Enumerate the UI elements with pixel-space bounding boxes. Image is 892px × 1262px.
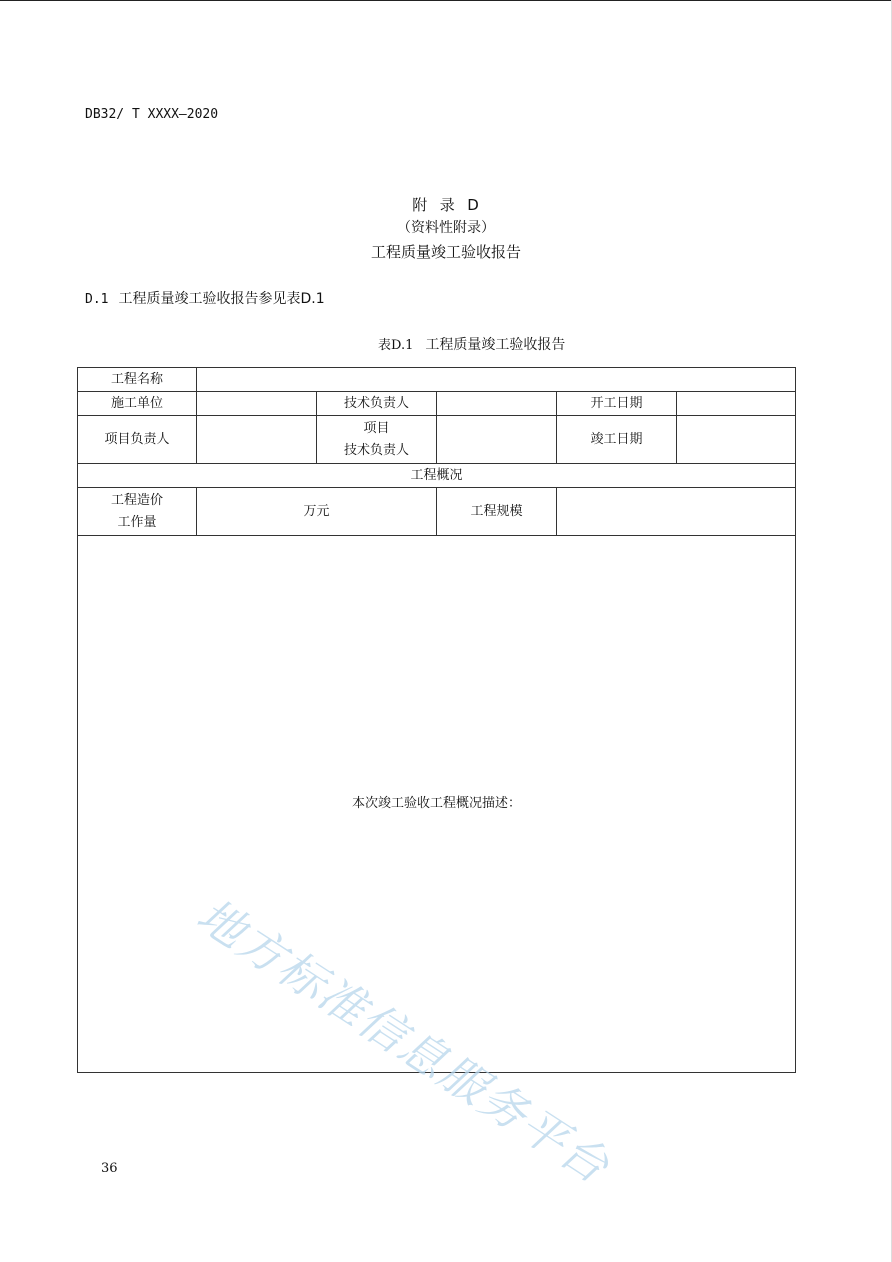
project-tech-lead-label-line1: 项目 (363, 420, 390, 436)
description-label: 本次竣工验收工程概况描述： (352, 796, 522, 811)
scale-field[interactable] (557, 488, 796, 536)
start-date-label: 开工日期 (557, 392, 677, 416)
clause-text: 工程质量竣工验收报告参见表D.1 (118, 291, 325, 307)
form-row-construction-unit (78, 392, 796, 416)
appendix-name: 工程质量竣工验收报告 (370, 243, 521, 261)
form-row-cost (78, 488, 796, 536)
construction-unit-field[interactable] (197, 392, 317, 416)
project-tech-lead-label (317, 416, 437, 464)
description-field[interactable] (78, 536, 796, 1073)
appendix-title: 附 录 D (412, 196, 480, 214)
document-code: DB32/ T XXXX—2020 (85, 107, 219, 122)
watermark: 地方标准信息服务平台 (187, 887, 620, 1195)
form-row-project-name (78, 368, 796, 392)
overview-section-label: 工程概况 (78, 464, 796, 488)
scale-label: 工程规模 (437, 488, 557, 536)
table-caption (378, 334, 565, 354)
page-number: 36 (101, 1161, 118, 1176)
completion-date-field[interactable] (677, 416, 796, 464)
workload-label: 工作量 (117, 514, 157, 530)
completion-report-form (77, 367, 796, 1073)
construction-unit-label: 施工单位 (78, 392, 197, 416)
project-name-label: 工程名称 (78, 368, 197, 392)
start-date-field[interactable] (677, 392, 796, 416)
project-name-field[interactable] (197, 368, 796, 392)
project-manager-field[interactable] (197, 416, 317, 464)
cost-unit: 万元 (303, 503, 330, 519)
cost-field[interactable] (197, 488, 437, 536)
form-row-description (78, 536, 796, 1073)
tech-lead-field[interactable] (437, 392, 557, 416)
tech-lead-label: 技术负责人 (317, 392, 437, 416)
cost-workload-label (78, 488, 197, 536)
appendix-type: （资料性附录） (397, 220, 495, 236)
project-tech-lead-label-line2: 技术负责人 (343, 442, 409, 458)
completion-date-label: 竣工日期 (557, 416, 677, 464)
form-row-overview (78, 464, 796, 488)
project-tech-lead-field[interactable] (437, 416, 557, 464)
project-manager-label: 项目负责人 (78, 416, 197, 464)
table-caption-number: 表D.1 (378, 338, 414, 353)
clause-heading (85, 288, 325, 308)
clause-number: D.1 (85, 292, 109, 307)
cost-label: 工程造价 (110, 492, 163, 508)
table-caption-title: 工程质量竣工验收报告 (425, 337, 566, 353)
form-row-project-manager (78, 416, 796, 464)
top-border-line (0, 0, 892, 1)
